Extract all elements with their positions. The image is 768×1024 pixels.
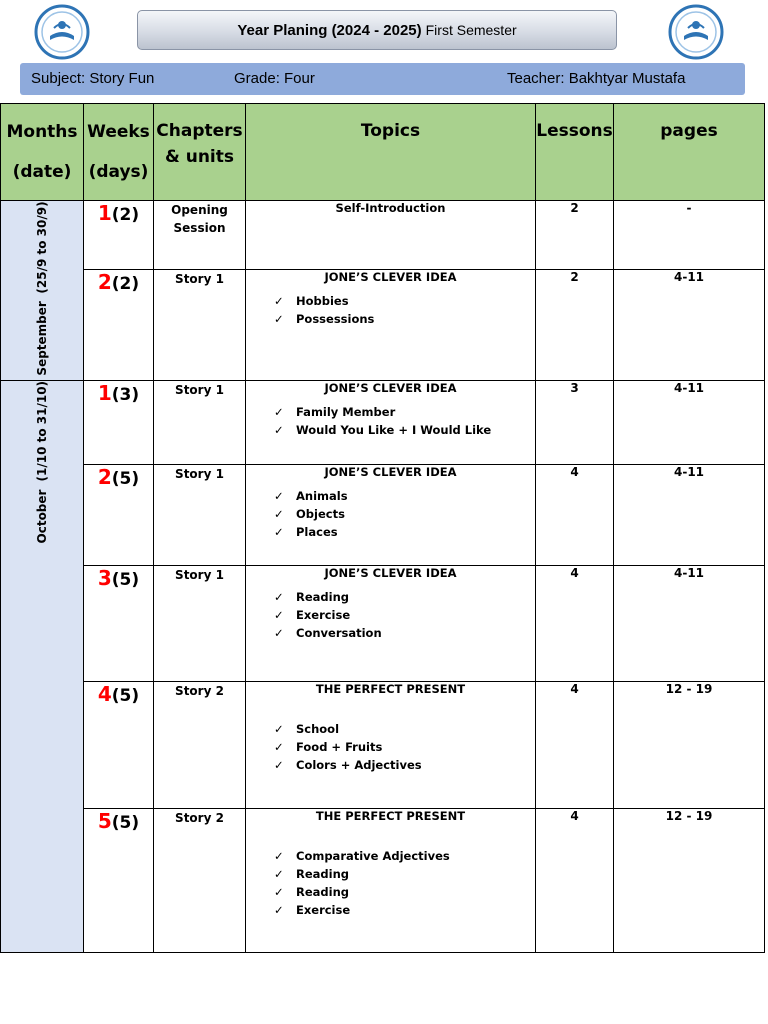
- month-name: October: [35, 489, 49, 544]
- header-chapters-sub: & units: [164, 147, 235, 167]
- topic-title: JONE’S CLEVER IDEA: [324, 270, 457, 285]
- check-icon: ✓: [274, 884, 284, 899]
- table-row: [1, 380, 765, 464]
- chapter-cell: Story 2: [154, 808, 246, 952]
- check-icon: ✓: [274, 488, 284, 503]
- header-lessons: [536, 104, 614, 201]
- list-item: [274, 756, 535, 774]
- chapter-cell: Story 1: [154, 464, 246, 565]
- header-topics: [246, 104, 536, 201]
- week-cell: [84, 201, 154, 270]
- topic-title: Self-Introduction: [335, 201, 446, 215]
- list-item: [274, 403, 535, 421]
- topic-checklist: [246, 847, 535, 919]
- week-cell: [84, 270, 154, 380]
- header-pages: [614, 104, 765, 201]
- week-days: (5): [111, 569, 140, 590]
- check-icon: ✓: [274, 739, 284, 754]
- topic-cell: [246, 808, 536, 952]
- check-icon: ✓: [274, 506, 284, 521]
- check-icon: ✓: [274, 757, 284, 772]
- check-icon: ✓: [274, 524, 284, 539]
- month-name: September: [35, 301, 49, 376]
- list-item: [274, 310, 535, 328]
- chapter-cell: Story 1: [154, 565, 246, 681]
- header-lessons-label: Lessons: [536, 121, 613, 141]
- topic-checklist: [246, 487, 535, 541]
- topic-title: JONE’S CLEVER IDEA: [324, 380, 457, 395]
- info-bar: [20, 63, 745, 95]
- week-number: 1: [97, 380, 112, 405]
- header-chapters-label: Chapters: [156, 121, 243, 141]
- title-banner: [137, 10, 617, 50]
- list-item-label: Colors + Adjectives: [296, 757, 422, 772]
- table-row: [1, 808, 765, 952]
- header-months-sub: (date): [12, 162, 72, 182]
- check-icon: ✓: [274, 902, 284, 917]
- topic-checklist: [246, 720, 535, 774]
- list-item-label: School: [296, 721, 340, 736]
- month-range: (25/9 to 30/9): [35, 201, 49, 294]
- week-cell: [84, 808, 154, 952]
- list-item: [274, 292, 535, 310]
- check-icon: ✓: [274, 422, 284, 437]
- topic-checklist: [246, 588, 535, 642]
- table-row: [1, 201, 765, 270]
- list-item: [274, 588, 535, 606]
- pages-cell: -: [614, 201, 765, 270]
- lessons-cell: 4: [536, 681, 614, 808]
- topic-cell: [246, 565, 536, 681]
- header-weeks-sub: (days): [88, 162, 149, 182]
- list-item: [274, 738, 535, 756]
- list-item: [274, 505, 535, 523]
- header-chapters: [154, 104, 246, 201]
- teacher-label: Teacher: Bakhtyar Mustafa: [507, 70, 686, 87]
- week-cell: [84, 380, 154, 464]
- check-icon: ✓: [274, 607, 284, 622]
- chapter-cell: Opening Session: [154, 201, 246, 270]
- grade-label: Grade: Four: [234, 70, 315, 87]
- check-icon: ✓: [274, 404, 284, 419]
- list-item: [274, 487, 535, 505]
- check-icon: ✓: [274, 589, 284, 604]
- check-icon: ✓: [274, 848, 284, 863]
- week-days: (2): [111, 274, 140, 295]
- list-item-label: Would You Like + I Would Like: [296, 422, 492, 437]
- table-row: [1, 681, 765, 808]
- header-weeks-label: Weeks: [87, 122, 150, 142]
- check-icon: ✓: [274, 625, 284, 640]
- topic-cell: [246, 270, 536, 380]
- pages-cell: 12 - 19: [614, 808, 765, 952]
- table-row: [1, 464, 765, 565]
- header-months: [1, 104, 84, 201]
- list-item: [274, 901, 535, 919]
- week-number: 4: [97, 681, 112, 706]
- list-item: [274, 421, 535, 439]
- chapter-cell: Story 1: [154, 380, 246, 464]
- topic-cell: [246, 380, 536, 464]
- topic-title: THE PERFECT PRESENT: [315, 681, 466, 696]
- week-number: 2: [97, 464, 112, 489]
- table-row: [1, 270, 765, 380]
- topic-cell: [246, 464, 536, 565]
- school-logo-left: [34, 4, 90, 60]
- month-range: (1/10 to 31/10): [35, 380, 49, 482]
- pages-cell: 4-11: [614, 565, 765, 681]
- list-item: [274, 720, 535, 738]
- week-number: 1: [97, 201, 112, 225]
- week-days: (5): [111, 468, 140, 489]
- header-months-label: Months: [6, 122, 78, 142]
- list-item: [274, 624, 535, 642]
- week-number: 5: [97, 808, 112, 833]
- table-row: [1, 565, 765, 681]
- list-item-label: Reading: [296, 589, 350, 604]
- school-logo-right: [668, 4, 724, 60]
- topic-cell: [246, 681, 536, 808]
- topic-checklist: [246, 292, 535, 328]
- month-cell-september: [1, 201, 84, 381]
- week-cell: [84, 565, 154, 681]
- list-item: [274, 847, 535, 865]
- list-item-label: Reading: [296, 866, 350, 881]
- week-days: (5): [111, 685, 140, 706]
- list-item-label: Hobbies: [296, 294, 349, 309]
- topic-title: JONE’S CLEVER IDEA: [324, 464, 457, 479]
- week-cell: [84, 464, 154, 565]
- list-item: [274, 883, 535, 901]
- table-header-row: [1, 104, 765, 201]
- list-item: [274, 865, 535, 883]
- header-pages-label: pages: [660, 121, 718, 141]
- list-item: [274, 523, 535, 541]
- list-item-label: Animals: [296, 488, 348, 503]
- lessons-cell: 2: [536, 201, 614, 270]
- week-number: 2: [97, 270, 112, 295]
- chapter-cell: Story 2: [154, 681, 246, 808]
- lessons-cell: 4: [536, 808, 614, 952]
- document-title: Year Planing (2024 - 2025): [237, 21, 422, 39]
- list-item-label: Exercise: [296, 607, 351, 622]
- list-item-label: Places: [296, 524, 338, 539]
- list-item-label: Family Member: [296, 404, 396, 419]
- header-weeks: [84, 104, 154, 201]
- week-days: (5): [111, 812, 140, 833]
- list-item-label: Conversation: [296, 625, 382, 640]
- pages-cell: 4-11: [614, 270, 765, 380]
- list-item-label: Food + Fruits: [296, 739, 383, 754]
- lessons-cell: 4: [536, 464, 614, 565]
- pages-cell: 4-11: [614, 380, 765, 464]
- pages-cell: 12 - 19: [614, 681, 765, 808]
- topic-title: THE PERFECT PRESENT: [315, 808, 466, 823]
- check-icon: ✓: [274, 312, 284, 327]
- pages-cell: 4-11: [614, 464, 765, 565]
- week-number: 3: [97, 565, 112, 590]
- topic-title: JONE’S CLEVER IDEA: [324, 565, 457, 580]
- check-icon: ✓: [274, 866, 284, 881]
- list-item-label: Comparative Adjectives: [296, 848, 450, 863]
- month-cell-october: [1, 380, 84, 952]
- topic-cell: [246, 201, 536, 270]
- list-item-label: Exercise: [296, 902, 351, 917]
- lessons-cell: 2: [536, 270, 614, 380]
- week-days: (3): [111, 384, 140, 405]
- list-item-label: Objects: [296, 506, 345, 521]
- check-icon: ✓: [274, 294, 284, 309]
- check-icon: ✓: [274, 721, 284, 736]
- chapter-cell: Story 1: [154, 270, 246, 380]
- year-plan-table: [0, 103, 765, 953]
- lessons-cell: 3: [536, 380, 614, 464]
- document-subtitle: First Semester: [425, 22, 517, 38]
- list-item-label: Reading: [296, 884, 350, 899]
- week-cell: [84, 681, 154, 808]
- lessons-cell: 4: [536, 565, 614, 681]
- week-days: (2): [111, 205, 140, 225]
- subject-label: Subject: Story Fun: [31, 70, 155, 87]
- topic-checklist: [246, 403, 535, 439]
- list-item-label: Possessions: [296, 312, 375, 327]
- header-topics-label: Topics: [360, 121, 421, 141]
- list-item: [274, 606, 535, 624]
